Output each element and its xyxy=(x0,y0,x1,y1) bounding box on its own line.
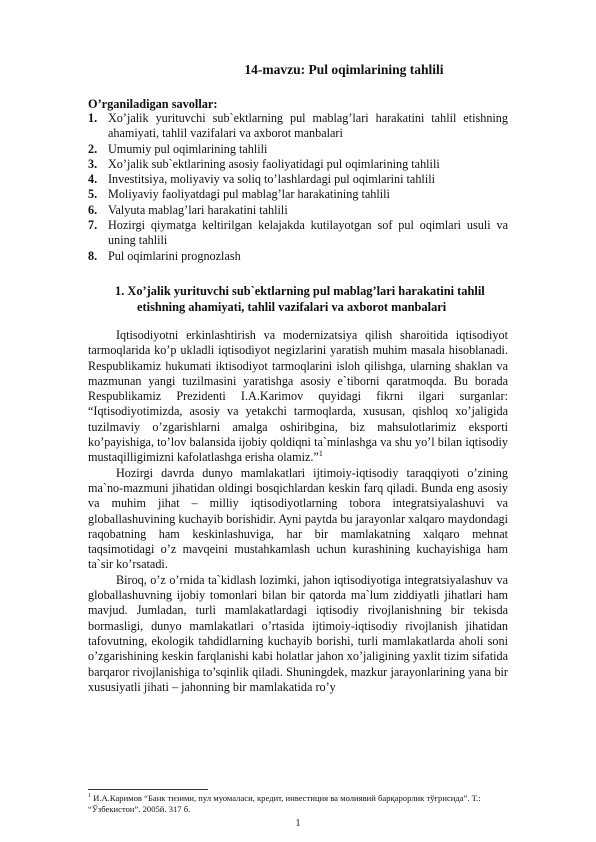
section-heading-line1: 1. Xo’jalik yurituvchi sub`ektlarning pul mablag’lari harakatini tahlil xyxy=(115,284,485,298)
list-item: 8. Pul oqimlarini prognozlash xyxy=(88,248,241,263)
questions-list xyxy=(88,111,508,264)
list-item: 6. Valyuta mablag’lari harakatini tahlili xyxy=(88,202,288,217)
list-item: 3. Xo’jalik sub`ektlarining asosiy faoliyatidagi pul oqimlarining tahlili xyxy=(88,156,440,171)
questions-heading: O’rganiladigan savollar: xyxy=(88,97,218,111)
footnote-ref[interactable]: 1 xyxy=(318,449,323,459)
page-number: 1 xyxy=(295,818,301,829)
section-heading-line2: etishning ahamiyati, tahlil vazifalari va axborot manbalari xyxy=(137,299,447,314)
list-item: 2. Umumiy pul oqimlarining tahlili xyxy=(88,141,268,156)
paragraph: Biroq, o’z o’rnida ta`kidlash lozimki, jahon iqtisodiyotiga integratsiyalashuv va globallashuvning ijobiy tomonlari bilan bir qatorda ma`lum ziddiyatli jihatlari ham mavjud. Jumladan, turli mamlakatlardagi iqtisodiy rivojlanishning bir tekisda bormasligi, dunyo mamlakatlari o’rtasida ijtimoiy-iqtisodiy rivojlanish jihatidan tafovutning, ekologik tahdidlarning kuchayib borishi, turli mamlakatlarda aholi soni o’zgarishining keskin farqlanishi kabi holatlar jahon xo’jaligining yaxlit tizim sifatida barqaror rivojlanishiga to’sqinlik qiladi. Shuningdek, mazkur jarayonlarining yana bir xususiyatli jihati – jahonning bir mamlakatida ro’y xyxy=(88,572,508,694)
section-heading xyxy=(115,284,515,315)
list-item: 5. Moliyaviy faoliyatdagi pul mablag’lar harakatining tahlili xyxy=(88,187,390,202)
body-text xyxy=(88,328,508,695)
list-item: 4. Investitsiya, moliyaviy va soliq to’lashlardagi pul oqimlarini tahlili xyxy=(88,172,435,187)
paragraph: Iqtisodiyotni erkinlashtirish va modernizatsiya qilish sharoitida iqtisodiyot tarmoqlarida ko’p ukladli iqtisodiyot negizlarini yaratish muhim masala hisoblanadi. Respublikamiz hukumati iktisodiyot tarmoqlarini isloh qilishga, ularning shaklan va mazmunan yangi tuzilmasini yaratishga asosiy e`tiborni qaratmoqda. Bu borada Respublikamiz Prezidenti I.A.Karimov quyidagi fikrni ilgari surganlar: “Iqtisodiyotimizda, asosiy va yetakchi tarmoqlarda, xususan, qishloq xo’jaligida tuzilmaviy o’zgarishlarni amalga oshiribgina, biz mahsulotlarimiz eksporti ko’payishiga, to’lov balansida ijobiy qoldiqni ta`minlashga va shu yo’l bilan iqtisodiy mustaqilligimizni kafolatlashga erisha olamiz.”$^1$ xyxy=(88,328,508,465)
page-title: 14-mavzu: Pul oqimlarining tahlili xyxy=(244,62,444,77)
footnote-divider xyxy=(88,789,208,790)
paragraph: Hozirgi davrda dunyo mamlakatlari ijtimoiy-iqtisodiy taraqqiyoti o’zining ma`no-mazmuni jihatidan oldingi bosqichlardan keskin farq qiladi. Bunda eng asosiy va muhim jihat – milliy iqtisodiyotlarning tobora integratsiyalashuvi va globallashuvining kuchayib borishidir. Ayni paytda bu jarayonlar xalqaro maydondagi raqobatning ham keskinlashuviga, har bir mamlakatning xalqaro mehnat taqsimotidagi o’z mavqeini mustahkamlash uchun kurashining kuchayishiga ham ta`sir ko’rsatadi. xyxy=(88,465,508,572)
footnote-number: 1 xyxy=(88,793,91,800)
list-item: 1. Xo’jalik yurituvchi sub`ektlarning pul mablag’lari harakatini tahlil etishning ahamiyati, tahlil vazifalari va axborot manbalari xyxy=(88,111,508,141)
list-item: 7. Hozirgi qiymatga keltirilgan kelajakda kutilayotgan sof pul oqimlari usuli va uning tahlili xyxy=(88,218,508,248)
footnote: $^1$ И.А.Каримов “Банк тизими, пул муомаласи, кредит, инвестиция ва молиявий барқарорлик тўғрисида”. Т.: “Ўзбекистон”. 2005й. 317 б. xyxy=(88,793,481,814)
